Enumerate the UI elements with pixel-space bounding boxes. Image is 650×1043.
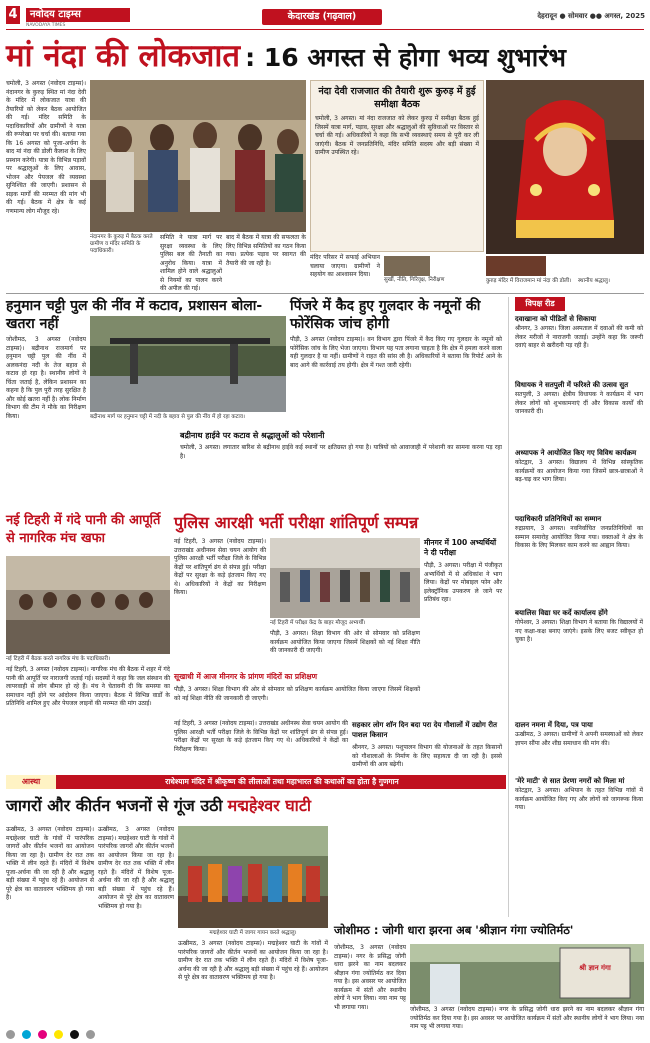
lead-box-title: नंदा देवी राजजात की तैयारी शुरू कुरुड़ में हुई समीक्षा बैठक: [318, 86, 476, 110]
bridge-headline: हनुमान चट्टी पुल की नींव में कटाव, प्रशासन बोला- खतरा नहीं: [6, 298, 263, 332]
bridge-photo-svg: [90, 316, 286, 412]
masthead: [0, 0, 650, 30]
registration-dot: [86, 1030, 95, 1039]
police-photo-caption: नई टिहरी में परीक्षा केंद्र के बाहर मौजूद अभ्यर्थी।: [270, 620, 366, 626]
police-box-body: पौड़ी, 3 अगस्त। शिक्षा विभाग की ओर से सोमवार को प्रशिक्षण कार्यक्रम आयोजित किया जाएगा जिसमें शिक्षकों को नई शिक्षा नीति की जानकारी दी जाएगी।: [174, 686, 420, 702]
police-photo: [270, 538, 420, 618]
faith-strip: [6, 775, 506, 789]
registration-dot: [54, 1030, 63, 1039]
bridge-photo: [90, 316, 286, 412]
lead-photo-doli: [486, 80, 644, 254]
police-body-lower: नई टिहरी, 3 अगस्त (नवोदय टाइम्स)। उत्तराखंड अधीनस्थ सेवा चयन आयोग की पुलिस आरक्षी भर्ती परीक्षा जिले के विभिन्न केंद्रों पर शांतिपूर्ण ढंग से संपन्न हुई। परीक्षा केंद्रों पर सुरक्षा के कड़े इंतजाम किए गए थे। अधिकारियों ने केंद्रों का निरीक्षण किया।: [174, 720, 348, 753]
lead-photo-extra-caption: स्थानीय श्रद्धालु।: [578, 278, 610, 284]
viewpoint-item-body: गोपेश्वर, 3 अगस्त। शिक्षा विभाग ने बताया कि विद्यालयों में नए कक्षा-कक्ष बनाए जाएंगे। इसके लिए बजट स्वीकृत हो चुका है।: [515, 619, 643, 643]
tehri-photo-svg: [6, 556, 170, 654]
joshimath-board-text: श्री ज्ञान गंगा: [579, 964, 611, 972]
viewpoint-item-title: दालन नमना में दिया, पत्र पाया: [515, 721, 593, 729]
viewpoint-column: [508, 297, 645, 917]
guldar-body: पौड़ी, 3 अगस्त (नवोदय टाइम्स)। वन विभाग द्वारा पिंजरे में कैद किए गए गुलदार के नमूनों को फोरेंसिक जांच के लिए भेजा जाएगा। विभाग यह पता लगाना चाहता है कि क्षेत्र में हमला करने वाला यही गुलदार है या नहीं। ग्रामीणों ने राहत की सांस ली है। अधिकारियों ने बताया कि रिपोर्ट आने के बाद आगे की कार्रवाई तय होगी। क्षेत्र में गश्त जारी रहेगी।: [290, 336, 502, 369]
viewpoint-item-body: कोटद्वार, 3 अगस्त। अभियान के तहत विभिन्न गांवों में कार्यक्रम आयोजित किए गए और लोगों को जागरूक किया गया।: [515, 787, 643, 811]
lead-photo-group: [90, 80, 306, 232]
jagrans-headline-black: जागरों और कीर्तन भजनों से गूंज उठी: [6, 796, 223, 815]
guldar-sub-body: चमोली, 3 अगस्त। लगातार बारिश से बद्रीनाथ हाईवे कई स्थानों पर क्षतिग्रस्त हो गया है। यात्रियों को आवाजाही में परेशानी का सामना करना पड़ रहा है।: [180, 444, 502, 460]
bridge-photo-caption: बद्रीनाथ मार्ग पर हनुमान चट्टी में नदी के बहाव से पुल की नींव में हो रहा कटाव।: [90, 414, 245, 420]
police-body-col2: पौड़ी, 3 अगस्त। शिक्षा विभाग की ओर से सोमवार को प्रशिक्षण कार्यक्रम आयोजित किया जाएगा जिसमें शिक्षकों को नई शिक्षा नीति की जानकारी दी जाएगी।: [270, 630, 420, 654]
tehri-body: नई टिहरी, 3 अगस्त (नवोदय टाइम्स)। नागरिक मंच की बैठक में शहर में गंदे पानी की आपूर्ति पर नाराजगी जताई गई। सदस्यों ने कहा कि जल संस्थान की लापरवाही से लोग बीमार हो रहे हैं। मंच ने चेतावनी दी कि समस्या का समाधान नहीं होने पर आंदोलन किया जाएगा। बैठक में विभिन्न वार्डों के प्रतिनिधि शामिल हुए और पेयजल लाइनों की मरम्मत की मांग उठाई।: [6, 666, 170, 707]
lead-box-body: चमोली, 3 अगस्त। मां नंदा राजजात को लेकर कुरुड़ में समीक्षा बैठक हुई जिसमें यात्रा मार्ग, पड़ाव, सुरक्षा और श्रद्धालुओं की सुविधाओं पर विस्तार से चर्चा की गई। अधिकारियों ने कहा कि सभी व्यवस्थाएं समय से पूरी कर ली जाएंगी। बैठक में जनप्रतिनिधि, मंदिर समिति सदस्य और बड़ी संख्या में ग्रामीण उपस्थित रहे।: [315, 115, 479, 156]
joshimath-photo-svg: [410, 944, 644, 1004]
guldar-sub-headline: बद्रीनाथ हाईवे पर कटाव से श्रद्धालुओं को परेशानी: [180, 431, 325, 440]
lead-photo-small-1: [384, 256, 430, 276]
lead-photo-group-caption: नंदानगर के कुरुड़ में बैठक करते ग्रामीण व मंदिर समिति के पदाधिकारी।: [90, 234, 153, 254]
bridge-body: जोशीमठ, 3 अगस्त (नवोदय टाइम्स)। बद्रीनाथ राजमार्ग पर हनुमान चट्टी पुल की नींव में अलकनंदा नदी के तेज बहाव से कटाव हो रहा है। स्थानीय लोगों ने चिंता जताई है, लेकिन प्रशासन का कहना है कि पुल पूरी तरह सुरक्षित है और कोई खतरा नहीं है। लोक निर्माण विभाग की टीम ने मौके का निरीक्षण किया।: [6, 336, 86, 420]
tehri-photo: [6, 556, 170, 654]
viewpoint-item-title: विधायक ने सतपुली में फरिश्ते की उत्सव सुत: [515, 381, 629, 389]
cattle-body: श्रीनगर, 3 अगस्त। पशुपालन विभाग की योजनाओं के तहत किसानों को गौशालाओं के निर्माण के लिए सहायता दी जा रही है। इससे ग्रामीणों की आय बढ़ेगी।: [352, 744, 502, 768]
lead-body-left: चमोली, 3 अगस्त (नवोदय टाइम्स)। नंदानगर के कुरुड़ स्थित मां नंदा देवी के मंदिर में लोकजात यात्रा की तैयारियों को लेकर बैठक आयोजित की गई। मंदिर समिति के पदाधिकारियों और ग्रामीणों ने यात्रा की रूपरेखा पर चर्चा की। बताया गया कि 16 अगस्त को पूजा-अर्चना के बाद मां नंदा की डोली कैलाश के लिए प्रस्थान करेगी। यात्रा के विभिन्न पड़ावों पर श्रद्धालुओं के लिए आवास, भोजन और पेयजल की व्यवस्था सुनिश्चित की जाएगी। प्रशासन से सड़क मार्गों की मरम्मत की मांग भी की गई। बैठक में क्षेत्र के कई गणमान्य लोग मौजूद रहे।: [6, 80, 86, 215]
issue-date: देहरादून ● सोमवार ●● अगस्त, 2025: [537, 12, 645, 20]
joshimath-photo: [410, 944, 644, 1004]
guldar-headline: पिंजरे में कैद हुए गुलदार के नमूनों की फोरेंसिक जांच होगी: [290, 298, 481, 332]
jagrans-photo-svg: [178, 826, 328, 928]
registration-dot: [38, 1030, 47, 1039]
police-box-headline: सूखाधी में आज मीनगर के प्रांगण मंदिरों का प्रशिक्षण: [174, 672, 318, 681]
lead-photo-small-caption: सुर्खी, नीति, गिरिवृक्ष, निरीक्षण: [384, 277, 445, 283]
faith-strip-text: राधेश्याम मंदिर में श्रीकृष्ण की लीलाओं तथा महाभारत की कथाओं का होता है गुणगान: [165, 777, 399, 786]
paper-name-small: NAVODAYA TIMES: [26, 23, 66, 28]
police-side-title: मीनगर में 100 अभ्यर्थियों ने दी परीक्षा: [424, 538, 497, 557]
viewpoint-item-body: श्रीनगर, 3 अगस्त। जिला अस्पताल में दवाओं की कमी को लेकर मरीजों ने नाराजगी जताई। उन्होंने कहा कि जरूरी दवाएं बाहर से खरीदनी पड़ रही हैं।: [515, 325, 643, 349]
doli-photo-svg: [486, 80, 644, 254]
section-name: केदारखंड (गढ़वाल): [262, 9, 382, 25]
lead-photo-doli-caption: कुरुड़ मंदिर में विराजमान मां नंदा की डोली।: [486, 278, 572, 284]
police-photo-svg: [270, 538, 420, 618]
joshimath-headline: जोशीमठ : जोगी धारा झरना अब 'श्रीज्ञान गंगा ज्योतिर्मठ': [334, 923, 574, 937]
registration-dot: [70, 1030, 79, 1039]
jagrans-body-col2: ऊखीमठ, 3 अगस्त (नवोदय टाइम्स)। मद्महेश्वर घाटी के गांवों में पारंपरिक जागरों और कीर्तन भजनों का आयोजन किया जा रहा है। ग्रामीण देर रात तक भक्ति में लीन रहते हैं। मंदिरों में विशेष पूजा-अर्चना की जा रही है और श्रद्धालु बड़ी संख्या में पहुंच रहे हैं। आयोजन से पूरे क्षेत्र का वातावरण भक्तिमय हो गया है।: [98, 826, 174, 910]
viewpoint-item-title: पदाधिकारी प्रतिनिधियों का सम्मान: [515, 515, 602, 523]
lead-headline-red: मां नंदा की लोकजात: [6, 38, 241, 74]
lead-box: [310, 80, 484, 252]
police-side-body: पौड़ी, 3 अगस्त। परीक्षा में पंजीकृत अभ्यर्थियों में से अधिकांश ने भाग लिया। केंद्रों पर मोबाइल फोन और इलेक्ट्रॉनिक उपकरण ले जाने पर प्रतिबंध रहा।: [424, 562, 502, 603]
police-headline: पुलिस आरक्षी भर्ती परीक्षा शांतिपूर्ण सम्पन्न: [174, 513, 419, 532]
jagrans-photo-caption: मद्महेश्वर घाटी में जागर गायन करते श्रद्धालु।: [209, 930, 297, 936]
jagrans-headline-red: मद्महेश्वर घाटी: [227, 796, 312, 815]
viewpoint-item-title: अध्यापक ने आयोजित किए गए विविध कार्यक्रम: [515, 449, 637, 457]
joshimath-body-col2: जोशीमठ, 3 अगस्त (नवोदय टाइम्स)। नगर के प्रसिद्ध जोगी धारा झरने का नाम बदलकर श्रीज्ञान गंगा ज्योतिर्मठ कर दिया गया है। इस अवसर पर आयोजित कार्यक्रम में संतों और स्थानीय लोगों ने भाग लिया। नया नाम पट्ट भी लगाया गया।: [410, 1006, 644, 1030]
jagrans-photo: [178, 826, 328, 928]
jagrans-body-col3: ऊखीमठ, 3 अगस्त (नवोदय टाइम्स)। मद्महेश्वर घाटी के गांवों में पारंपरिक जागरों और कीर्तन भजनों का आयोजन किया जा रहा है। ग्रामीण देर रात तक भक्ति में लीन रहते हैं। मंदिरों में विशेष पूजा-अर्चना की जा रही है और श्रद्धालु बड़ी संख्या में पहुंच रहे हैं। आयोजन से पूरे क्षेत्र का वातावरण भक्तिमय हो गया है।: [178, 940, 328, 981]
police-body: नई टिहरी, 3 अगस्त (नवोदय टाइम्स)। उत्तराखंड अधीनस्थ सेवा चयन आयोग की पुलिस आरक्षी भर्ती परीक्षा जिले के विभिन्न केंद्रों पर शांतिपूर्ण ढंग से संपन्न हुई। परीक्षा केंद्रों पर सुरक्षा के कड़े इंतजाम किए गए थे। अधिकारियों ने केंद्रों का निरीक्षण किया।: [174, 538, 266, 596]
registration-dot: [22, 1030, 31, 1039]
viewpoint-item-title: दवाखाना को पीडितों से सिकाया: [515, 315, 597, 323]
tehri-photo-caption: नई टिहरी में बैठक करते नागरिक मंच के पदाधिकारी।: [6, 656, 111, 662]
viewpoint-item-title: 'मेरे माटी' से सात प्रेरणा नगरों को मिला मां: [515, 777, 625, 785]
paper-name: नवोदय टाइम्स: [26, 8, 130, 22]
cattle-headline: सहकार लोग शाॅन दिन बदा परा देय गौशालों में उद्योग रीत पाशल किसान: [352, 721, 497, 739]
page-number: 4: [6, 6, 20, 24]
viewpoint-item-body: रुद्रप्रयाग, 3 अगस्त। नवनिर्वाचित जनप्रतिनिधियों का सम्मान समारोह आयोजित किया गया। वक्ताओं ने क्षेत्र के विकास के लिए मिलकर काम करने का आह्वान किया।: [515, 525, 643, 549]
police-side-box: [424, 538, 502, 688]
lead-body-col4: मंदिर परिसर में सफाई अभियान चलाया जाएगा। ग्रामीणों ने सहयोग का आश्वासन दिया।: [310, 254, 380, 278]
masthead-rule: [6, 29, 644, 30]
group-photo-svg: [90, 80, 306, 232]
faith-strip-label: आस्था: [6, 775, 56, 789]
jagrans-headline: [6, 792, 506, 820]
viewpoint-item-body: सतपुली, 3 अगस्त। क्षेत्रीय विधायक ने कार्यक्रम में भाग लेकर लोगों को शुभकामनाएं दीं और विकास कार्यों की जानकारी दी।: [515, 391, 643, 415]
viewpoint-item-body: कोटद्वार, 3 अगस्त। विद्यालय में विभिन्न सांस्कृतिक कार्यक्रमों का आयोजन किया गया जिसमें छात्र-छात्राओं ने बढ़-चढ़ कर भाग लिया।: [515, 459, 643, 483]
lead-headline: [6, 36, 646, 76]
registration-dot: [6, 1030, 15, 1039]
tehri-headline: नई टिहरी में गंदे पानी की आपूर्ति से नागरिक मंच खफा: [6, 513, 161, 546]
joshimath-body: जोशीमठ, 3 अगस्त (नवोदय टाइम्स)। नगर के प्रसिद्ध जोगी धारा झरने का नाम बदलकर श्रीज्ञान गंगा ज्योतिर्मठ कर दिया गया है। इस अवसर पर आयोजित कार्यक्रम में संतों और स्थानीय लोगों ने भाग लिया। नया नाम पट्ट भी लगाया गया।: [334, 944, 406, 1011]
viewpoint-title: विपक्ष रीड: [515, 297, 565, 311]
lead-photo-small-2: [486, 256, 546, 276]
lead-body-col3: बाद में बैठक में यात्रा की सफलता के लिए विभिन्न समितियों का गठन किया गया। प्रत्येक पड़ाव पर स्वागत की तैयारी की जा रही है।: [226, 234, 306, 267]
divider-1: [6, 293, 644, 294]
footer-registration-dots: [6, 1024, 646, 1036]
lead-body-col2: समिति ने यात्रा मार्ग पर सुरक्षा व्यवस्था के लिए पुलिस बल की तैनाती का अनुरोध किया। यात्रा में शामिल होने वाले श्रद्धालुओं से नियमों का पालन करने की अपील की गई।: [160, 234, 222, 292]
jagrans-body: ऊखीमठ, 3 अगस्त (नवोदय टाइम्स)। मद्महेश्वर घाटी के गांवों में पारंपरिक जागरों और कीर्तन भजनों का आयोजन किया जा रहा है। ग्रामीण देर रात तक भक्ति में लीन रहते हैं। मंदिरों में विशेष पूजा-अर्चना की जा रही है और श्रद्धालु बड़ी संख्या में पहुंच रहे हैं। आयोजन से पूरे क्षेत्र का वातावरण भक्तिमय हो गया है।: [6, 826, 94, 901]
viewpoint-item-title: बयालिस विद्या घर कर्दे कार्यालय होंगे: [515, 609, 608, 617]
viewpoint-item-body: ऊखीमठ, 3 अगस्त। ग्रामीणों ने अपनी समस्याओं को लेकर ज्ञापन सौंपा और शीघ्र समाधान की मांग की।: [515, 731, 643, 747]
lead-headline-black: : 16 अगस्त से होगा भव्य शुभारंभ: [245, 43, 566, 72]
